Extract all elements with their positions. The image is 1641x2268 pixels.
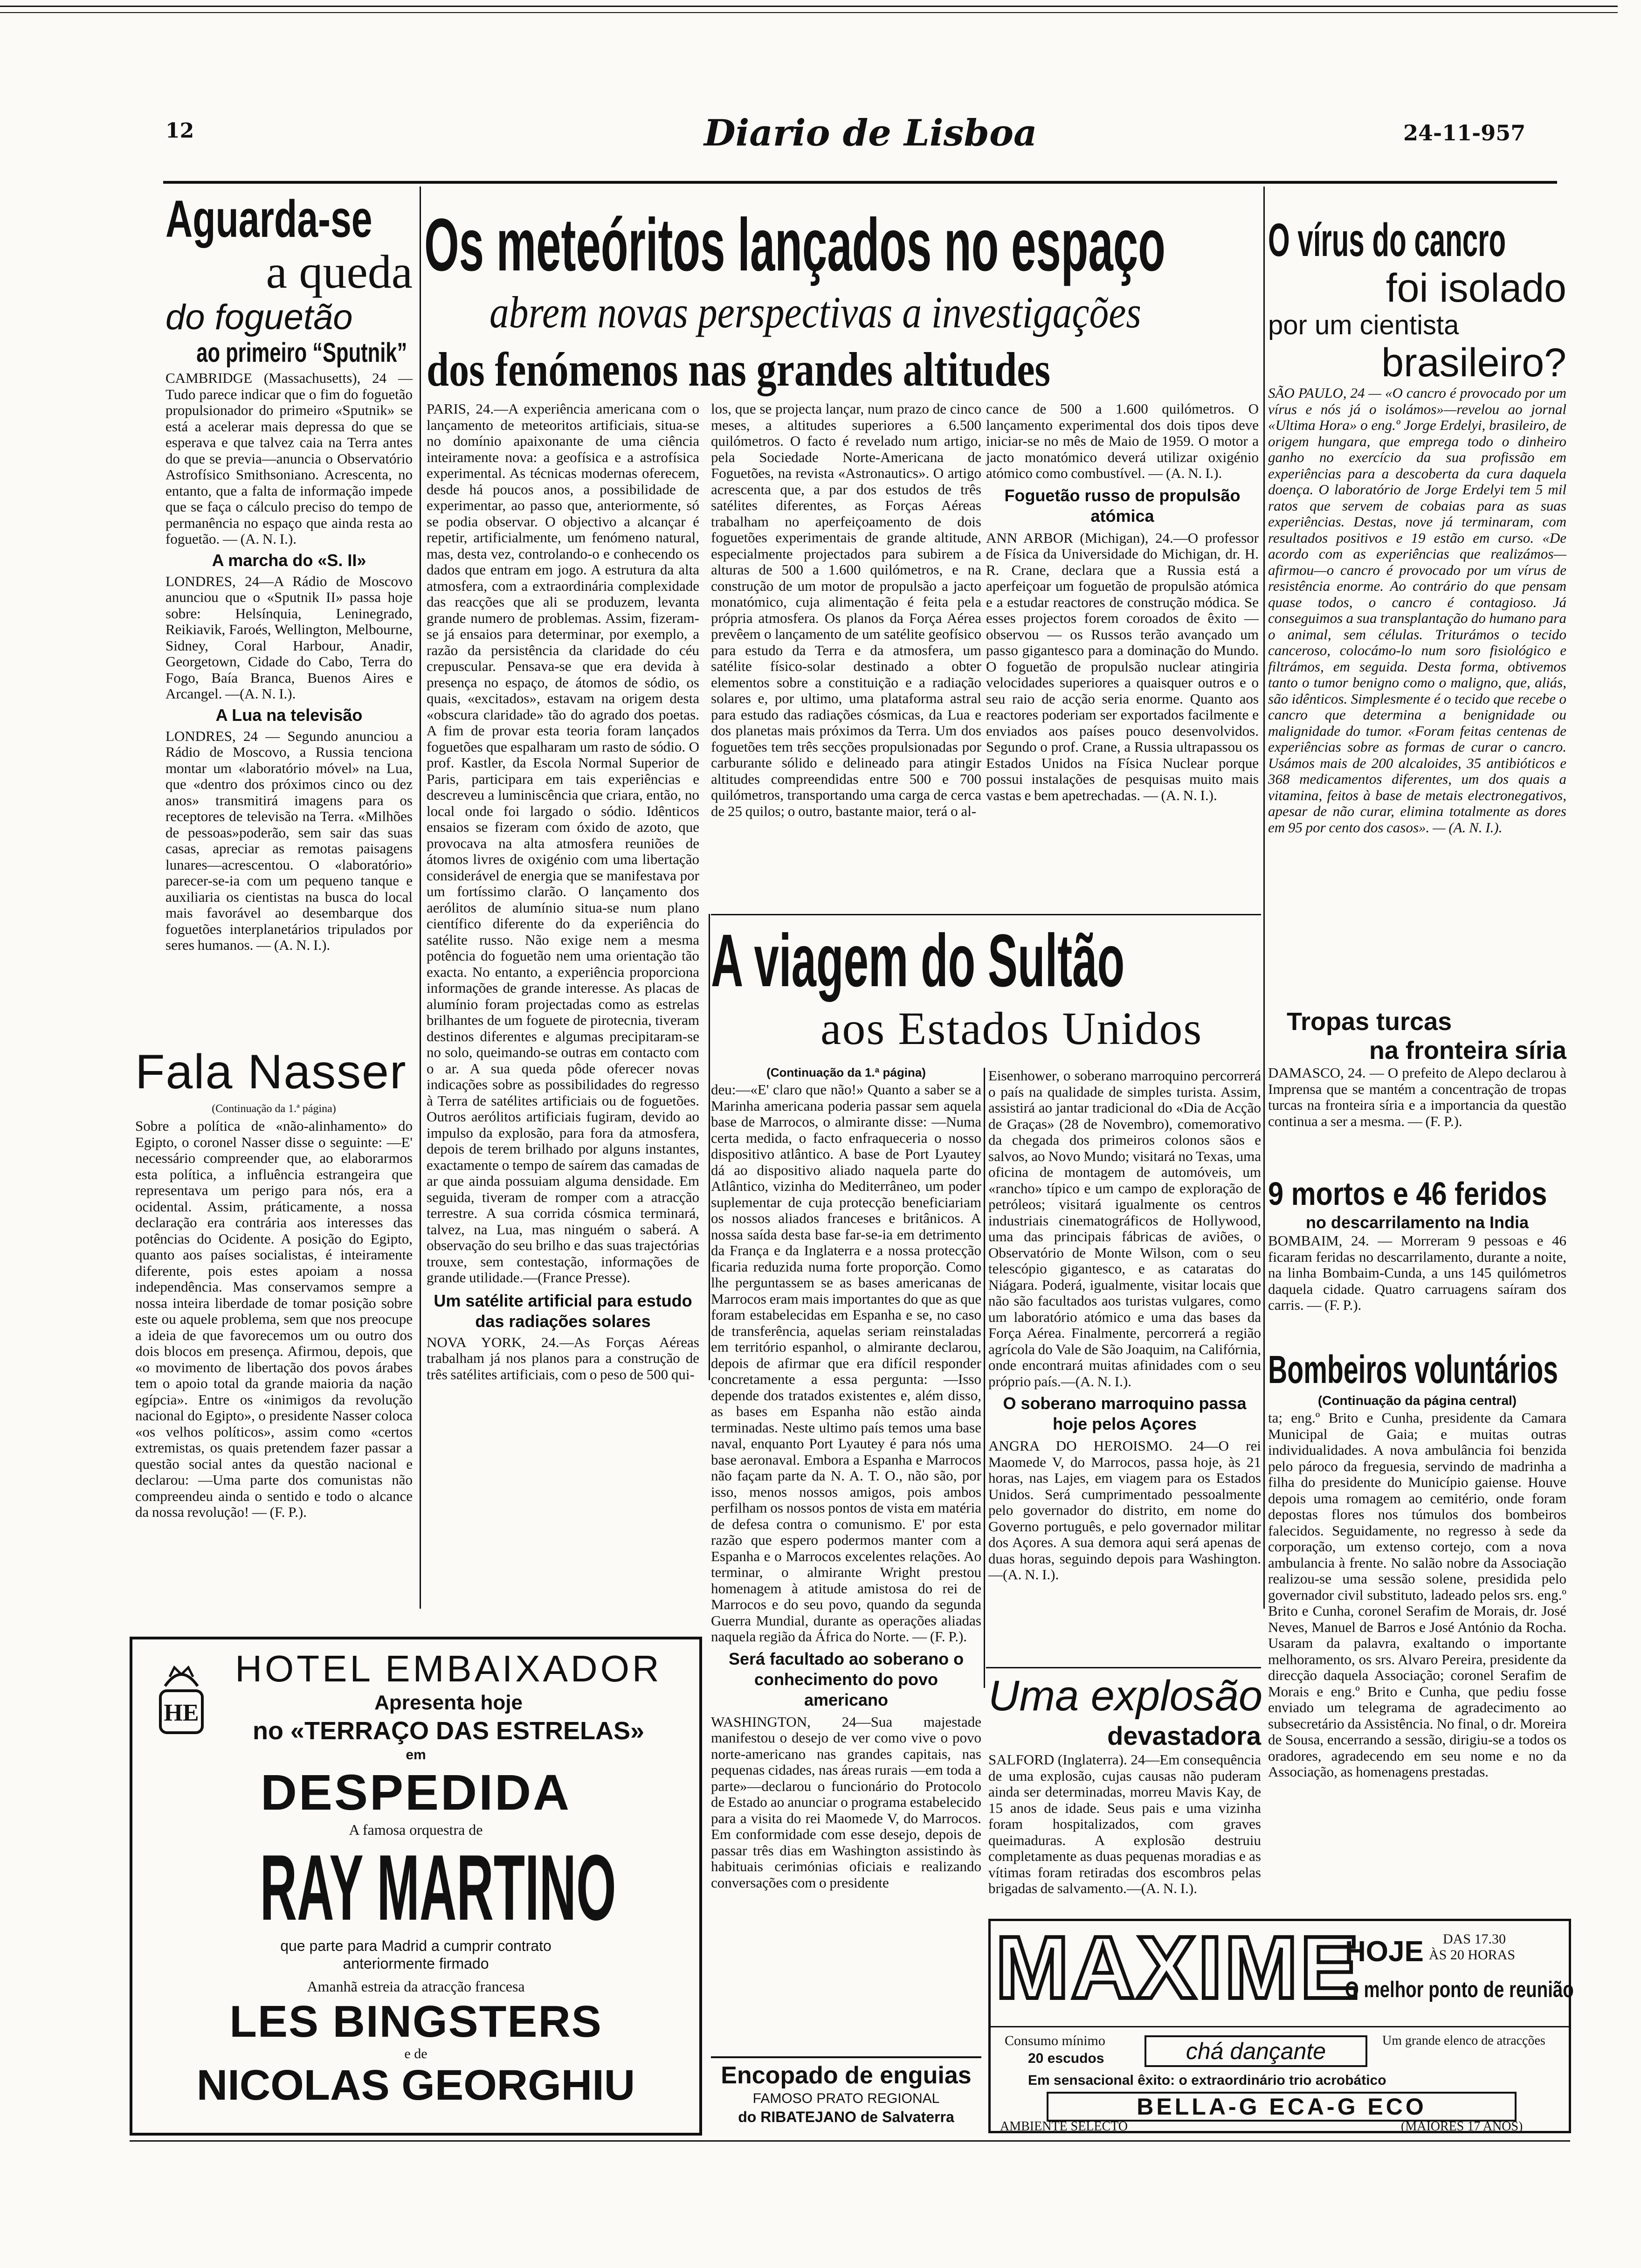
- sputnik-subhead-1: A marcha do «S. II»: [212, 550, 366, 570]
- newspaper-title: Diario de Lisboa: [704, 112, 1037, 154]
- nasser-headline: Fala Nasser: [135, 1045, 407, 1099]
- meteor-column-1: [427, 401, 699, 1383]
- explosion-article: [988, 1672, 1261, 1897]
- firemen-continuation: (Continuação da página central): [1317, 1393, 1517, 1408]
- sputnik-subhead-2: A Lua na televisão: [215, 705, 363, 725]
- hotel-act-2: NICOLAS GEORGHIU: [196, 2061, 635, 2109]
- meteor-headline-1: Os meteóritos lançados no espaço: [424, 203, 1165, 286]
- sultan-column-1: [711, 1063, 981, 1891]
- maxime-cha: chá dançante: [1145, 2035, 1367, 2067]
- maxime-times-1: DAS 17.30: [1443, 1931, 1506, 1947]
- meteor-body-3: cance de 500 a 1.600 quilómetros. O lançamento experimental dos dois tipos deve iniciar-se no mês de Maio de 1959. O motor a jacto monatómico deverá utilizar oxigénio atómico como combustível. — (A. N. I.).: [986, 401, 1259, 481]
- page-date: 24-11-957: [1403, 120, 1526, 145]
- turkish-body: DAMASCO, 24. — O prefeito de Alepo declarou à Imprensa que se mantém a concentração de tropas turcas na fronteira síria e a importancia da questão continua a ser a mesma. — (F. P.).: [1268, 1065, 1566, 1129]
- sultan-body-1b: WASHINGTON, 24—Sua majestade manifestou o desejo de ver como vive o povo norte-americano nas grandes capitais, nas pequenas cidades, nas áreas rurais —em toda a parte»—declarou o funcionário do Protocolo de Estado ao anunciar o programa estabelecido para a visita do rei Maomede V, do Marrocos. Em conformidade com esse desejo, depois de passar três dias em Washington assistindo às habituais cerimónias oficiais e realizando conversações com o presidente: [711, 1713, 981, 1891]
- page-number: 12: [165, 119, 194, 143]
- sputnik-article: [165, 191, 413, 954]
- nasser-continuation: (Continuação da 1.ª página): [212, 1103, 336, 1115]
- maxime-name: MAXIME: [995, 1918, 1361, 2017]
- maxime-sensacional: Em sensacional êxito: o extraordinário trio acrobático: [1028, 2073, 1386, 2088]
- hotel-logo: [156, 1658, 207, 1742]
- turkish-article: [1268, 1007, 1566, 1129]
- maxime-trio: BELLA-G ECA-G ECO: [1047, 2092, 1517, 2122]
- nasser-body: Sobre a política de «não-alinhamento» do Egipto, o coronel Nasser disse o seguinte: —E' necessário compreender que, ao elaborarmos esta política, a influência estrangeira que representava um perigo para nós, era a ocidental. Assim, práticamente, a nossa declaração era contrária aos interesses das potências do Ocidente. A posição do Egipto, quanto aos países socialistas, é inteiramente diferente, pois estes apoiam a nossa independência. Mas conservamos sempre a nossa inteira liberdade de tomar posição sobre este ou aquele problema, sem que nos preocupe a ideia de que favorecemos um ou outro dos dois blocos em presença. Afirmou, depois, que «o movimento de libertação dos povos árabes tem o apoio total da grande maioria da nação egípcia». Entre os «inimigos da revolução nacional do Egipto», o presidente Nasser coloca «os velhos políticos», assim como «certos extremistas, os quais pretendem fazer passar a questão social antes da questão nacional e declarou: —Uma parte dos comunistas não compreendeu ainda o sentido e todo o alcance da nossa revolução! — (F. P.).: [135, 1118, 413, 1520]
- sultan-continuation: (Continuação da 1.ª página): [766, 1065, 926, 1079]
- maxime-grande: Um grande elenco de atracções: [1382, 2033, 1545, 2048]
- meteor-body-1b: NOVA YORK, 24.—As Forças Aéreas trabalham já nos planos para a construção de três satélites artificiais, com o peso de 500 qui-: [427, 1334, 699, 1383]
- sputnik-headline-1: Aguarda-se: [165, 190, 372, 248]
- sputnik-body: CAMBRIDGE (Massachusetts), 24 — Tudo parece indicar que o fim do foguetão propulsionador do primeiro «Sputnik» se está a acelerar mais depressa do que se esperava e que talvez caia na Terra antes do que se previa—anuncia o Observatório Astrofísico Smithsoniano. Acrescenta, no entanto, que a falta de informação impede que se faça o cálculo preciso do tempo de permanência no espaço que ainda resta ao foguetão. — (A. N. I.).: [165, 370, 413, 547]
- cancer-headline-4: brasileiro?: [1381, 340, 1566, 385]
- india-headline: 9 mortos e 46 feridos: [1268, 1175, 1547, 1212]
- sputnik-headline-2: a queda: [266, 246, 413, 298]
- hotel-act-1: LES BINGSTERS: [229, 1997, 602, 2047]
- hotel-ad: [130, 1637, 702, 2136]
- explosion-headline-1: Uma explosão: [988, 1672, 1263, 1720]
- sultan-headline-2: aos Estados Unidos: [820, 1003, 1203, 1054]
- hotel-line-8: que parte para Madrid a cumprir contrato anteriormente firmado: [280, 1937, 552, 1972]
- sultan-body-1: deu:—«E' claro que não!» Quanto a saber se a Marinha americana poderia passar sem aquela base de Marrocos, o almirante disse: —Numa certa medida, o facto enfraqueceria o nosso dispositivo atlântico. A base de Port Lyautey dá ao dispositivo aliado naquela parte do Atlântico, vizinha do Mediterrâneo, um poder suplementar de cuja protecção beneficiariam os nossos aliados franceses e britânicos. A nossa saída desta base far-se-ia em detrimento da França e da Inglaterra e a nossa protecção ficaria reduzida numa forte proporção. Como lhe perguntassem se as bases americanas de Marrocos eram mais importantes do que as que foram estabelecidas em Espanha e se, no caso de transferência, aquelas seriam reinstaladas em território espanhol, o almirante declarou, depois de afirmar que era difícil responder concretamente a essa pergunta: —Isso depende dos tratados existentes e, além disso, as bases em Espanha não estão ainda terminadas. Neste ultimo país temos uma base naval, enquanto Port Lyautey é para nós uma base aeronaval. Embora a Espanha e Marrocos não façam parte da N. A. T. O., não são, por isso, menos nossos amigos, pois ambos perfilham os nossos pontos de vista em matéria de defesa contra o comunismo. E' por esta razão que espero podermos manter com a Espanha e o Marrocos excelentes relações. Ao terminar, o almirante Wright prestou homenagem à atitude amistosa do rei de Marrocos e do seu povo, quando da segunda Guerra Mundial, durante as operações aliadas naquela região da África do Norte. — (F. P.).: [711, 1081, 981, 1645]
- sultan-headline-1: A viagem do Sultão: [711, 919, 1125, 1002]
- eels-ad-line-3: do RIBATEJANO de Salvaterra: [738, 2109, 954, 2125]
- firemen-body: ta; eng.º Brito e Cunha, presidente da Camara Municipal de Gaia; e muitas outras individualidades. A nova ambulância foi benzida pelo pároco da freguesia, servindo de madrinha a filha do presidente do Município gaiense. Houve depois uma romagem ao cemitério, onde foram depostas flores nos túmulos dos bombeiros falecidos. Seguidamente, no regresso à sede da corporação, um extenso cortejo, com a nova ambulancia à frente. No salão nobre da Associação realizou-se uma sessão solene, presidida pelo governador civil substituto, ladeado pelos srs. eng.º Brito e Cunha, coronel Serafim de Morais, dr. José Neves, Manuel de Barros e José António da Rocha. Usaram da palavra, exaltando o importante melhoramento, os srs. Alvaro Pereira, presidente da direcção daquela Associação; coronel Serafim de Morais e eng.º Brito e Cunha, que pediu fosse enviado um telegrama de agradecimento ao subsecretário da Assistência. No final, o dr. Moreira de Sousa, encerrando a sessão, dirigiu-se a todos os oradores, agradecendo em seu nome e no da Associação, as homenagens prestadas.: [1268, 1410, 1566, 1780]
- explosion-body: SALFORD (Inglaterra). 24—Em consequência de uma explosão, cujas causas não puderam ainda ser determinadas, morreu Mavis Kay, de 15 anos de idade. Seus pais e uma vizinha foram hospitalizados, com graves queimaduras. A explosão destruiu completamente as duas pequenas moradias e as vítimas foram retiradas dos escombros pelas brigadas de salvamento.—(A. N. I.).: [988, 1751, 1261, 1896]
- hotel-line-9: Amanhã estreia da atracção francesa: [307, 1978, 525, 1995]
- maxime-times-2: ÀS 20 HORAS: [1429, 1947, 1516, 1963]
- eels-ad-line-2: FAMOSO PRATO REGIONAL: [752, 2091, 940, 2106]
- meteor-headline-3: dos fenómenos nas grandes altitudes: [427, 343, 1051, 396]
- maxime-hoje: HOJE: [1345, 1936, 1424, 1968]
- hotel-farewell: DESPEDIDA: [260, 1764, 572, 1820]
- sputnik-body-2: LONDRES, 24—A Rádio de Moscovo anunciou que o «Sputnik II» passa hoje sobre: Helsínquia, Leninegrado, Reikiavik, Faroés, Wellington, Melbourne, Sidney, Coral Harbour, Anadir, Georgetown, Cidade do Cabo, Terra do Fogo, Baía Branca, Buenos Aires e Arcangel. —(A. N. I.).: [165, 573, 413, 702]
- cancer-headline-2: foi isolado: [1386, 266, 1566, 311]
- eels-ad: [711, 2061, 981, 2126]
- hotel-line-6: A famosa orquestra de: [349, 1821, 483, 1838]
- sultan-subhead-1: Será facultado ao soberano o conhecimento do povo americano: [728, 1649, 964, 1709]
- hotel-line-11: e de: [404, 2046, 427, 2061]
- sultan-body-2b: ANGRA DO HEROISMO. 24—O rei Maomede V, do Marrocos, passa hoje, às 21 horas, nas Lajes, em viagem para os Estados Unidos. Será cumprimentado pessoalmente pelo governador do distrito, em nome do Governo português, e pelo governador militar dos Açores. A sua demora aqui será apenas de duas horas, seguindo depois para Washington.—(A. N. I.).: [988, 1438, 1261, 1583]
- india-subhead: no descarrilamento na India: [1305, 1213, 1529, 1232]
- sputnik-headline-3: do foguetão: [165, 297, 353, 337]
- cancer-body: SÃO PAULO, 24 — «O cancro é provocado por um vírus e nós já o isolámos»—revelou ao jornal «Ultima Hora» o eng.º Jorge Erdelyi, brasileiro, de origem hungara, que emprega todo o dinheiro ganho no exercício da sua profissão em experiências para a descoberta da cura daquela doença. O laboratório de Jorge Erdelyi tem 5 mil ratos que servem de cobaias para as suas experiências. Destas, nove já terminaram, com resultados positivos e 19 estão em curso. «De acordo com as experiências que realizámos—afirmou—o cancro é provocado por um vírus de resistência enorme. Ao contrário do que pensam quase todos, o cancro é contagioso. Já conseguimos a sua transplantação do humano para o animal, sem células. Triturámos o tecido canceroso, colocámo-lo num soro fisiológico e filtrámos, em seguida. Desta forma, obtivemos tanto o tumor benigno como o maligno, que, aliás, são idênticos. Simplesmente é o tecido que recebe o cancro que determina a benignidade ou malignidade do tumor. «Foram feitas centenas de experiências sobre as formas de curar o cancro. Usámos mais de 200 alcaloides, 35 antibióticos e 368 medicamentos diferentes, um dos quais a vitamina, feitos à base de metais electronegativos, apesar de não curar, elimina totalmente as dores em 95 por cento dos casos». — (A. N. I.).: [1268, 385, 1566, 836]
- sputnik-headline-4: ao primeiro “Sputnik”: [196, 338, 407, 368]
- sultan-subhead-2: O soberano marroquino passa hoje pelos Açores: [1003, 1394, 1247, 1433]
- cancer-headline-1: O vírus do cancro: [1268, 214, 1506, 266]
- turkish-headline-1: Tropas turcas: [1287, 1008, 1452, 1036]
- hotel-line-2: Apresenta hoje: [374, 1691, 523, 1714]
- hotel-name: HOTEL EMBAIXADOR: [235, 1648, 662, 1689]
- sultan-column-2: [988, 1068, 1261, 1583]
- eels-ad-title: Encopado de enguias: [721, 2062, 972, 2089]
- meteor-subhead: Foguetão russo de propulsão atómica: [1004, 485, 1241, 526]
- maxime-maiores: (MAIORES 17 ANOS): [1401, 2119, 1523, 2134]
- nasser-article: [135, 1044, 413, 1521]
- cancer-headline-3: por um cientista: [1268, 310, 1459, 340]
- sputnik-body-3: LONDRES, 24 — Segundo anunciou a Rádio de Moscovo, a Russia tenciona montar um «laboratório móvel» na Lua, que «dentro dos próximos cinco ou dez anos» transmitirá imagens para os receptores de televisão na Terra. «Milhões de pessoas»poderão, sem sair das suas casas, apreciar as remotas paisagens lunares—acrescentou. O «laboratório» parecer-se-ia com um pequeno tanque e auxiliaria os cientistas na busca do local mais favorável ao desembarque dos foguetões interplanetários tripulados por seres humanos. — (A. N. I.).: [165, 727, 413, 953]
- maxime-ambiente: AMBIENTE SELECTO: [1000, 2119, 1128, 2134]
- maxime-price: 20 escudos: [1028, 2051, 1104, 2066]
- india-body: BOMBAIM, 24. — Morreram 9 pessoas e 46 ficaram feridas no descarrilamento, durante a noite, na linha Bombaim-Cunda, a uns 145 quilómetros daquela cidade. Quatro carruagens saíram dos carris. — (F. P.).: [1268, 1232, 1566, 1313]
- meteor-column-3: [986, 401, 1259, 803]
- hotel-line-3: no «TERRAÇO DAS ESTRELAS»: [252, 1717, 645, 1745]
- explosion-headline-2: devastadora: [1107, 1721, 1261, 1750]
- firemen-article: [1268, 1348, 1566, 1780]
- meteor-body-3b: ANN ARBOR (Michigan), 24.—O professor de Física da Universidade do Michigan, dr. H. R. Crane, declara que a Russia está a aperfeiçoar um foguetão de propulsão atómica e a estudar reactores de construção módica. Se esses projectos forem coroados de êxito — observou — os Russos terão avançado um passo gigantesco para a dominação do Mundo. O foguetão de propulsão nuclear atingiria velocidades superiores a quaisquer outros e o seu raio de acção seria enorme. Quanto aos reactores poderiam ser exportados facilmente e enviados aos países pouco desenvolvidos. Segundo o prof. Crane, a Russia ultrapassou os Estados Unidos na Física Nuclear porque possui instalações de pesquisas muito mais vastas e bem apetrechadas. — (A. N. I.).: [986, 529, 1259, 803]
- maxime-consumo: Consumo mínimo: [1005, 2033, 1105, 2048]
- cancer-article: [1268, 214, 1566, 836]
- maxime-slogan: O melhor ponto de reunião: [1345, 1978, 1574, 2002]
- meteor-body-1: PARIS, 24.—A experiência americana com o lançamento de meteoritos artificiais, situa-se no domínio apaixonante de uma ciência inteiramente nova: a geofísica e a astrofísica experimental. As técnicas modernas oferecem, desde há poucos anos, a possibilidade de experimentar, ao passo que, anteriormente, só se podia observar. O objectivo a alcançar é repetir, artificialmente, um fenómeno natural, mas, desta vez, controlando-o e conhecendo os dados que entram em jogo. A estrutura da alta atmosfera, com a extraordinária complexidade das reacções que ali se produzem, levanta grande numero de problemas. Assim, fizeram-se já ensaios para determinar, por exemplo, a razão da persistência da claridade do céu crepuscular. Pensava-se que era devida à presença no espaço, de átomos de sódio, os quais, «excitados», estavam na origem desta «obscura claridade» tão do agrado dos poetas. A fim de provar esta teoria foram lançados foguetões que espalharam um rasto de sódio. O prof. Kastler, da Escola Normal Superior de Paris, participara em tais experiências e descreveu a luminiscência que criara, então, no local onde foi largado o sódio. Idênticos ensaios se fizeram com óxido de azoto, que provocava na alta atmosfera reuniões de átomos livres de oxigénio com uma libertação considerável de energia que se manifestava por um fortíssimo clarão. O lançamento dos aerólitos de alumínio situa-se num plano científico diferente do da experiência do satélite russo. Não exige nem a mesma potência do foguetão nem uma orientação tão exacta. No entanto, a experiência proporciona informações de grande interesse. As placas de alumínio foram projectadas como as estrelas brilhantes de um foguete de pirotecnia, tiveram destinos diferentes e algumas precipitaram-se no solo, queimando-se outras em contacto com o ar. A sua queda pôde oferecer novas indicações sobre as possibilidades do regresso à Terra de satélites artificiais ou de foguetões. Outros aerólitos artificiais fugiram, devido ao impulso da explosão, para fora da atmosfera, depois de terem brilhado por alguns instantes, exactamente o tempo de saírem das camadas de ar que ainda possuiam alguma densidade. Em seguida, tiveram de romper com a atracção terrestre. A sua corrida cósmica terminará, talvez, na Lua, mas ninguém o saberá. A observação do seu brilho e das suas trajectórias trouxe, sem contestação, informações de grande utilidade.—(France Presse).: [427, 401, 699, 1286]
- meteor-headline-2: abrem novas perspectivas a investigações: [490, 287, 1141, 337]
- india-article: [1268, 1175, 1566, 1314]
- firemen-headline: Bombeiros voluntários: [1268, 1348, 1558, 1391]
- meteor-body-2: los, que se projecta lançar, num prazo de cinco meses, a altitudes superiores a 6.500 quilómetros. O facto é revelado num artigo, pela Sociedade Norte-Americana de Foguetões, na revista «Astronautics». O artigo acrescenta que, a par dos estudos de três satélites diferentes, as Forças Aéreas trabalham no aperfeiçoamento de dois foguetões experimentais de grande altitude, especialmente projectados para subirem a alturas de 500 a 1.600 quilómetros, e na construção de um motor de propulsão a jacto monatómico, cuja alimentação é feita pela própria atmosfera. Os planos da Força Aérea prevêem o lançamento de um satélite geofísico para estudo da Terra e da atmosfera, um satélite físico-solar destinado a obter elementos sobre a constituição e a radiação solares e, por ultimo, uma plataforma astral para estudo das radiações cósmicas, da Lua e dos planetas mais próximos da Terra. Um dos foguetões tem três secções propulsionadas por carburante sólido e delineado para atingir altitudes compreendidas entre 500 e 700 quilómetros, transportando uma carga de cerca de 25 quilos; o outro, bastante maior, terá o al-: [711, 401, 981, 819]
- hotel-band-name: RAY MARTINO: [260, 1836, 616, 1940]
- sultan-body-2: Eisenhower, o soberano marroquino percorrerá o país na qualidade de simples turista. Assim, assistirá ao jantar tradicional do «Dia de Acção de Graças» (28 de Novembro), comemorativo da chegada dos primeiros colonos sãos e salvos, ao Novo Mundo; visitará no Texas, uma oficina de montagem de automóveis, um «rancho» típico e um campo de exploração de petróleos; visitará igualmente os centros industriais cinematográficos de Hollywood, uma das principais fábricas de aviões, o Observatório de Monte Wilson, com o seu telescópio gigantesco, e as cataratas do Niágara. Poderá, igualmente, visitar locais que não são facultados aos turistas vulgares, como um laboratório atómico e uma das bases da Força Aérea. Finalmente, percorrerá a região agrícola do Vale de São Joaquim, na Califórnia, onde encontrará muitas afinidades com o seu próprio país.—(A. N. I.).: [988, 1067, 1261, 1390]
- maxime-ad: [988, 1918, 1574, 2134]
- hotel-line-4: em: [406, 1747, 426, 1763]
- meteor-subhead-2: Um satélite artificial para estudo das radiações solares: [434, 1291, 692, 1331]
- turkish-headline-2: na fronteira síria: [1369, 1037, 1566, 1065]
- hotel-logo-text: HE: [164, 1700, 199, 1726]
